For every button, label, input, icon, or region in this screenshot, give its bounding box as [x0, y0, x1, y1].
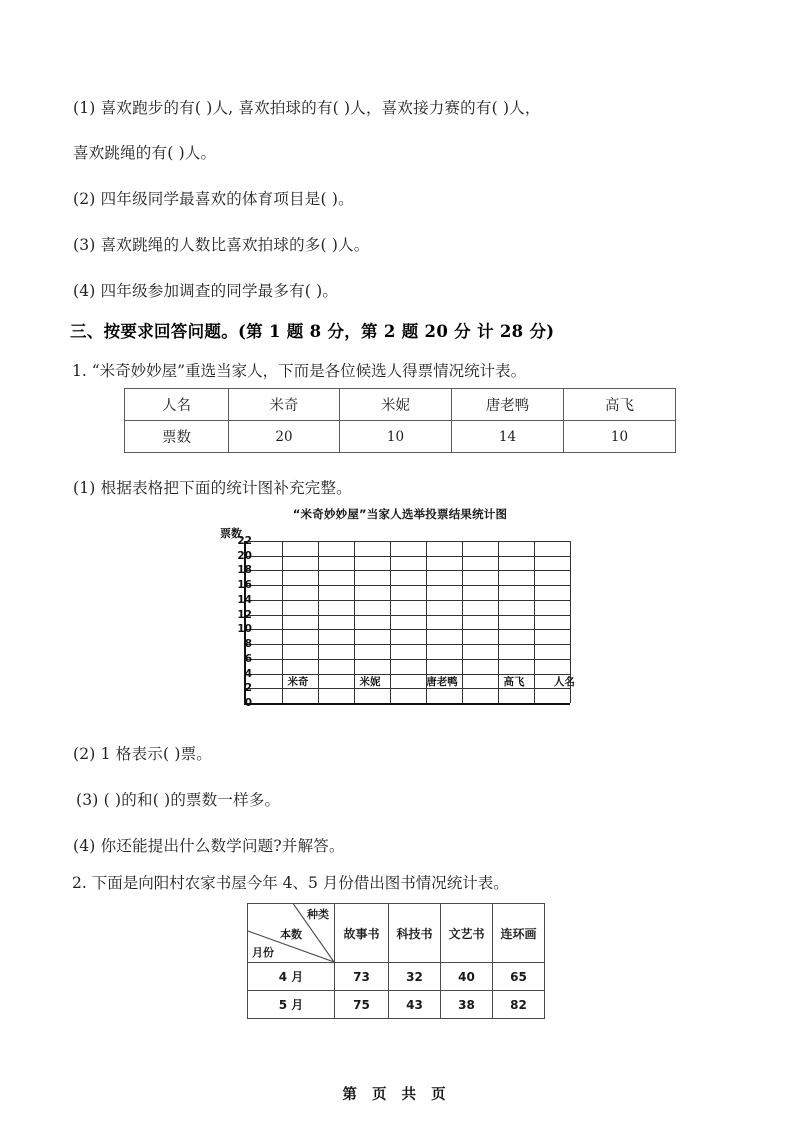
chart-y-tick: 0 — [244, 697, 252, 709]
table-row — [248, 991, 545, 1019]
vote-bar-chart — [214, 506, 586, 732]
page-footer: 第 页 共 页 — [342, 1086, 451, 1103]
table-row — [248, 963, 545, 991]
vote-statistics-table — [124, 388, 676, 453]
book-table-col-3: 连环画 — [493, 904, 545, 963]
chart-vgridline — [354, 541, 355, 703]
vote-table-name-3: 高飞 — [564, 389, 676, 421]
book-table-col-2: 文艺书 — [441, 904, 493, 963]
vote-table-value-2: 14 — [452, 421, 564, 453]
vote-table-name-0: 米奇 — [229, 389, 340, 421]
book-table-col-1: 科技书 — [389, 904, 441, 963]
book-table-row-label-0: 4 月 — [248, 963, 335, 991]
chart-y-axis-label: 票数 — [220, 527, 242, 540]
question-1-2: (2) 四年级同学最喜欢的体育项目是( )。 — [73, 190, 354, 208]
question-1-1-cont: 喜欢跳绳的有( )人。 — [73, 144, 217, 162]
book-table-r0-c0: 73 — [335, 963, 389, 991]
book-table-corner-month: 月份 — [252, 946, 274, 959]
vote-table-header-name: 人名 — [125, 389, 229, 421]
chart-vgridline — [498, 541, 499, 703]
chart-y-tick: 18 — [237, 564, 252, 577]
table-row — [125, 389, 676, 421]
table-row — [248, 904, 545, 963]
book-table-r0-c3: 65 — [493, 963, 545, 991]
chart-hgridline — [246, 600, 570, 601]
chart-x-tick: 高飞 — [503, 676, 525, 688]
chart-x-tick: 唐老鸭 — [426, 676, 458, 688]
vote-table-header-votes: 票数 — [125, 421, 229, 453]
chart-hgridline — [246, 556, 570, 557]
chart-vgridline — [282, 541, 283, 703]
chart-hgridline — [246, 615, 570, 616]
chart-vgridline — [318, 541, 319, 703]
chart-vgridline — [390, 541, 391, 703]
book-table-r1-c3: 82 — [493, 991, 545, 1019]
problem-2-prompt: 2. 下面是向阳村农家书屋今年 4、5 月份借出图书情况统计表。 — [72, 874, 509, 892]
book-table-r1-c0: 75 — [335, 991, 389, 1019]
vote-table-value-3: 10 — [564, 421, 676, 453]
vote-table-value-0: 20 — [229, 421, 340, 453]
book-table-r1-c2: 38 — [441, 991, 493, 1019]
book-table-r0-c2: 40 — [441, 963, 493, 991]
problem-1-sub-3: (3) ( )的和( )的票数一样多。 — [76, 791, 281, 809]
chart-hgridline — [246, 659, 570, 660]
chart-hgridline — [246, 570, 570, 571]
section-heading-three: 三、按要求回答问题。(第 1 题 8 分，第 2 题 20 分 计 28 分) — [70, 322, 555, 341]
chart-x-tick: 米妮 — [359, 676, 381, 688]
chart-x-axis-label: 人名 — [553, 676, 575, 688]
chart-hgridline — [246, 644, 570, 645]
book-table-corner-kind: 种类 — [307, 908, 329, 921]
question-1-4: (4) 四年级参加调查的同学最多有( )。 — [73, 282, 339, 300]
chart-hgridline — [246, 629, 570, 630]
book-table-r1-c1: 43 — [389, 991, 441, 1019]
book-table-col-0: 故事书 — [335, 904, 389, 963]
chart-y-tick: 2 — [244, 682, 252, 695]
chart-y-tick: 22 — [237, 535, 252, 547]
chart-hgridline — [246, 585, 570, 586]
chart-title: “米奇妙妙屋”当家人选举投票结果统计图 — [292, 507, 508, 521]
book-lending-table — [247, 903, 545, 1019]
book-table-corner-cell — [248, 904, 335, 963]
problem-1-prompt: 1. “米奇妙妙屋”重选当家人，下而是各位候选人得票情况统计表。 — [72, 362, 527, 380]
vote-table-value-1: 10 — [340, 421, 452, 453]
chart-y-tick: 10 — [237, 623, 252, 636]
chart-y-tick: 8 — [244, 638, 252, 651]
chart-hgridline — [246, 541, 570, 542]
chart-y-tick: 4 — [244, 667, 252, 680]
problem-1-sub-1: (1) 根据表格把下面的统计图补充完整。 — [73, 479, 352, 497]
book-table-corner-count: 本数 — [280, 928, 302, 941]
chart-y-tick: 14 — [237, 593, 252, 606]
chart-y-tick: 12 — [237, 608, 252, 621]
question-1-3: (3) 喜欢跳绳的人数比喜欢拍球的多( )人。 — [73, 236, 370, 254]
vote-table-name-2: 唐老鸭 — [452, 389, 564, 421]
chart-y-tick: 20 — [237, 549, 252, 562]
book-table-row-label-1: 5 月 — [248, 991, 335, 1019]
book-table-r0-c1: 32 — [389, 963, 441, 991]
chart-x-tick: 米奇 — [287, 676, 309, 688]
chart-vgridline — [534, 541, 535, 703]
problem-1-sub-4: (4) 你还能提出什么数学问题?并解答。 — [73, 837, 345, 855]
question-1-1: (1) 喜欢跑步的有( )人, 喜欢拍球的有( )人，喜欢接力赛的有( )人， — [73, 99, 541, 117]
chart-y-tick: 16 — [237, 579, 252, 592]
chart-vgridline — [462, 541, 463, 703]
chart-y-tick: 6 — [244, 652, 252, 665]
table-row — [125, 421, 676, 453]
vote-table-name-1: 米妮 — [340, 389, 452, 421]
problem-1-sub-2: (2) 1 格表示( )票。 — [73, 745, 212, 763]
